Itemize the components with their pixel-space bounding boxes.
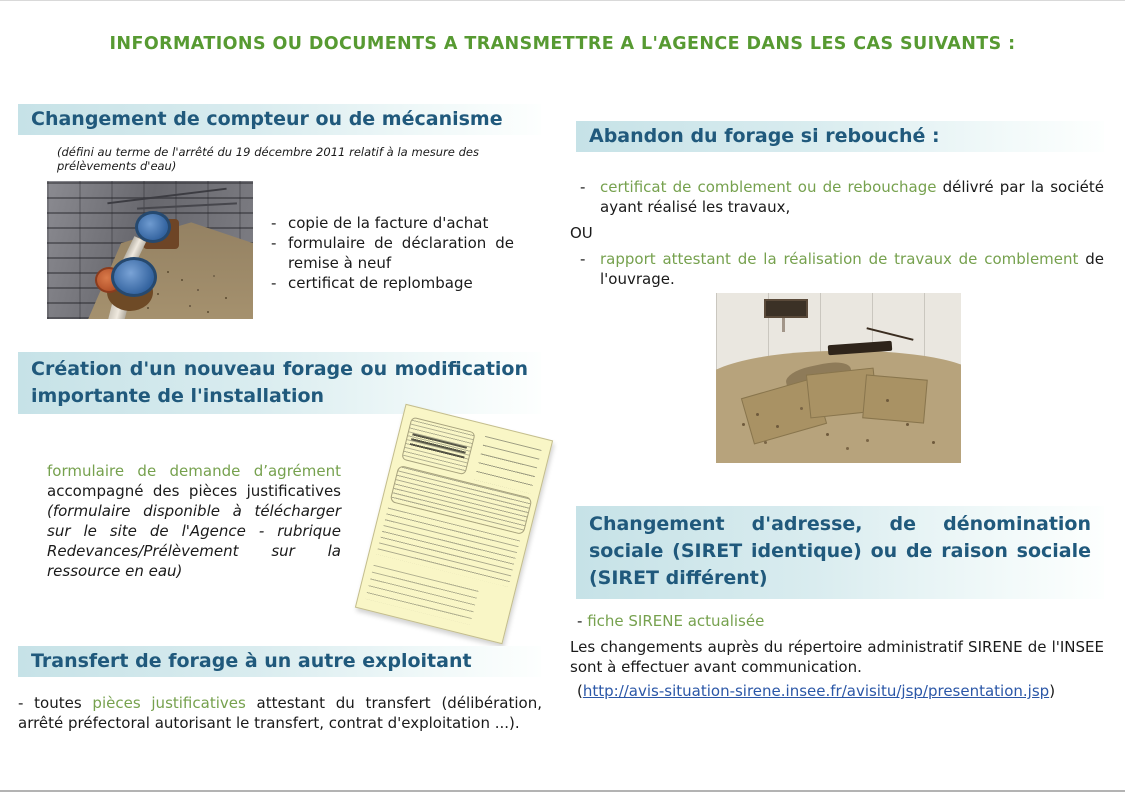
section-header-creation-forage bbox=[18, 352, 541, 414]
arrete-note: (défini au terme de l'arrêté du 19 décembre 2011 relatif à la mesure des prélèvements d'eau) bbox=[57, 145, 479, 173]
list-item: - certificat de replombage bbox=[271, 274, 473, 292]
section-title: Transfert de forage à un autre exploitant bbox=[31, 650, 472, 672]
highlight-green: fiche SIRENE actualisée bbox=[587, 612, 765, 630]
list-item: - formulaire de déclaration de remise à neuf bbox=[271, 234, 514, 272]
compteur-document-list bbox=[271, 213, 514, 293]
creation-paragraph: formulaire de demande d’agrément accompagné des pièces justificatives (formulaire disponible à télécharger sur le site de l'Agence - rubrique Redevances/Prélèvement sur la ressource en eau) bbox=[47, 462, 341, 580]
highlight-green: formulaire de demande d’agrément bbox=[47, 462, 341, 480]
insee-sirene-link[interactable]: http://avis-situation-sirene.insee.fr/avisitu/jsp/presentation.jsp bbox=[582, 682, 1050, 700]
water-meter-graphic bbox=[111, 257, 157, 297]
highlight-green: pièces justificatives bbox=[92, 694, 246, 712]
yellow-form-graphic bbox=[355, 404, 553, 645]
list-item: - certificat de comblement ou de rebouchage délivré par la société ayant réalisé les travaux, bbox=[580, 178, 1104, 216]
transfert-paragraph: - toutes pièces justificatives attestant du transfert (délibération, arrêté préfectoral autorisant le transfert, contrat d'exploitation ...). bbox=[18, 694, 542, 732]
page-bottom-rule bbox=[0, 790, 1125, 792]
section-header-abandon-forage bbox=[576, 121, 1104, 152]
section-header-changement-adresse bbox=[576, 506, 1104, 599]
meter-pit-photo bbox=[47, 181, 253, 319]
section-header-changement-compteur bbox=[18, 104, 541, 135]
section-header-transfert-forage bbox=[18, 646, 541, 677]
highlight-green: certificat de comblement ou de rebouchage bbox=[600, 178, 937, 196]
wall-hatch-graphic bbox=[764, 299, 808, 318]
backfilled-borehole-photo bbox=[716, 293, 961, 463]
abandon-document-list bbox=[570, 177, 1104, 289]
water-meter-graphic bbox=[135, 211, 171, 243]
sirene-link-line: (http://avis-situation-sirene.insee.fr/avisitu/jsp/presentation.jsp) bbox=[577, 682, 1056, 700]
sirene-paragraph: Les changements auprès du répertoire administratif SIRENE de l'INSEE sont à effectuer avant communication. bbox=[570, 638, 1104, 676]
section-title: Création d'un nouveau forage ou modification importante de l'installation bbox=[31, 358, 528, 407]
or-separator: OU bbox=[570, 224, 593, 242]
highlight-green: rapport attestant de la réalisation de travaux de comblement bbox=[600, 250, 1079, 268]
italic-note: (formulaire disponible à télécharger sur le site de l'Agence - rubrique Redevances/Prélèvement sur la ressource en eau) bbox=[47, 502, 341, 580]
section-title: Changement d'adresse, de dénomination sociale (SIRET identique) ou de raison sociale (SIRET différent) bbox=[589, 513, 1091, 589]
page-title: INFORMATIONS OU DOCUMENTS A TRANSMETTRE A L'AGENCE DANS LES CAS SUIVANTS : bbox=[109, 34, 1016, 54]
list-item: - rapport attestant de la réalisation de travaux de comblement de l'ouvrage. bbox=[580, 250, 1104, 288]
section-title: Abandon du forage si rebouché : bbox=[589, 125, 940, 147]
list-item: - copie de la facture d'achat bbox=[271, 214, 489, 232]
sirene-list-item: - fiche SIRENE actualisée bbox=[577, 612, 765, 630]
agrement-form-image bbox=[352, 407, 554, 643]
floor-patch-graphic bbox=[862, 374, 928, 423]
section-title: Changement de compteur ou de mécanisme bbox=[31, 108, 503, 130]
